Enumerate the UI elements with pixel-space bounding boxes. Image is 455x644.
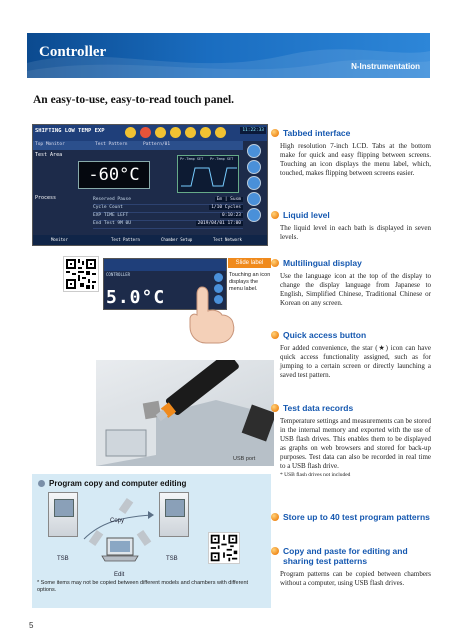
menu-icon xyxy=(247,208,261,222)
lcd-temperature: -60°C xyxy=(78,161,150,189)
copy-box-note: * Some items may not be copied between different models and chambers with different options. xyxy=(37,580,249,593)
section-test-data xyxy=(271,403,431,478)
graph-label: Pr.Temp SET xyxy=(180,157,204,161)
menu-icon xyxy=(247,176,261,190)
row-label: EXP TIME LEFT xyxy=(93,213,129,218)
section-body: The liquid level in each bath is displayed in seven levels. xyxy=(280,224,431,241)
section-body: Use the language icon at the top of the display to change the display language from Japanese to English, Simplified Chinese, Traditional Chinese or Korean on any screen. xyxy=(280,272,431,307)
section-body: Temperature settings and measurements can be stored in the internal memory and exported with the use of USB flash drives. This enables them to be displayed as graphs on web browsers and stored for back-up purposes. Test data can also be recorded in real time to a USB flash drive. xyxy=(280,417,431,470)
lock-icon xyxy=(215,127,226,138)
lcd-sub-item: Test Pattern xyxy=(95,142,128,147)
page-tagline: An easy-to-use, easy-to-read touch panel. xyxy=(33,94,235,106)
lcd-mini-graph xyxy=(177,155,239,193)
menu-icon xyxy=(247,144,261,158)
section-heading: Tabbed interface xyxy=(271,128,431,138)
copy-box-title: Program copy and computer editing xyxy=(38,479,186,488)
banner-title: Controller xyxy=(39,44,107,60)
slide-label-description: Touching an icon displays the menu label. xyxy=(229,272,271,292)
lcd-tab-bar xyxy=(33,235,268,245)
lcd-row xyxy=(93,213,243,221)
section-footnote: * USB flash drives not included xyxy=(280,472,351,478)
section-store-patterns xyxy=(271,512,431,522)
section-body: Program patterns can be copied between chambers without a computer, using USB flash drives. xyxy=(280,570,431,587)
row-value: 1/10 Cycles xyxy=(211,205,241,210)
chamber-label: TSB xyxy=(57,556,69,562)
lcd-header xyxy=(33,125,268,141)
qr-code xyxy=(63,256,99,292)
lcd-subheader xyxy=(33,141,243,150)
section-heading: Copy and paste for editing and sharing test patterns xyxy=(271,546,431,566)
menu-icon xyxy=(214,273,223,282)
laptop-icon xyxy=(101,536,139,562)
lcd2-header xyxy=(104,259,227,271)
brand-name: N-Instrumentation xyxy=(351,62,420,71)
lcd-row xyxy=(93,205,243,213)
section-quick-access xyxy=(271,330,431,380)
alarm-icon xyxy=(125,127,136,138)
row-label: Reserved Pause xyxy=(93,197,131,202)
lcd-tab: Test Network xyxy=(213,237,242,242)
pointing-hand-icon xyxy=(180,285,240,345)
section-heading: Quick access button xyxy=(271,330,431,340)
section-tabbed-interface xyxy=(271,128,431,178)
lcd2-controller-label: CONTROLLER xyxy=(106,272,131,277)
qr-pattern xyxy=(209,533,239,563)
slide-label-tag: Slide label xyxy=(228,258,271,268)
usb-drive-illustration xyxy=(96,360,274,466)
controller-banner xyxy=(27,33,430,78)
warning-icon xyxy=(140,127,151,138)
lcd-row xyxy=(93,221,243,229)
row-value: Em | Susm xyxy=(216,197,241,202)
lcd2-temperature: 5.0°C xyxy=(106,287,166,308)
section-copy-paste xyxy=(271,546,431,588)
row-label: End Test 9M 0U xyxy=(93,221,131,226)
graph-label: Pr.Temp SET xyxy=(210,157,234,161)
qr-code xyxy=(208,532,240,564)
section-heading: Test data records xyxy=(271,403,431,413)
section-heading: Store up to 40 test program patterns xyxy=(271,512,431,522)
section-body: High resolution 7-inch LCD. Tabs at the bottom make for quick and easy flipping between screens. Touching an icon displays the menu label, which, touched, makes flipping between screens easier. xyxy=(280,142,431,177)
lcd-title: SHIFTING LOW TEMP EXP xyxy=(35,128,105,134)
star-icon xyxy=(170,127,181,138)
lcd-side-menu xyxy=(243,142,265,223)
section-liquid-level xyxy=(271,210,431,242)
lcd-tab: Monitor xyxy=(51,237,68,242)
touch-panel-screenshot xyxy=(32,124,268,246)
gear-icon xyxy=(185,127,196,138)
copy-label: Copy xyxy=(110,518,125,524)
language-icon xyxy=(155,127,166,138)
lcd-sub-item: Top Monitor xyxy=(35,142,65,147)
lcd-row xyxy=(93,197,243,205)
lcd-sub-item: Pattern/01 xyxy=(143,142,171,147)
section-multilingual xyxy=(271,258,431,308)
page-number: 5 xyxy=(29,621,34,630)
edit-label: Edit xyxy=(114,572,125,578)
usb-device-photo xyxy=(96,360,274,466)
lcd-area-label: Test Area xyxy=(35,152,63,158)
menu-icon xyxy=(247,160,261,174)
row-value: 0:10:23 xyxy=(222,213,241,218)
lcd-status-rows xyxy=(93,197,243,229)
chamber-illustration xyxy=(159,492,189,537)
section-heading: Multilingual display xyxy=(271,258,431,268)
usb-icon xyxy=(200,127,211,138)
usb-port-label: USB port xyxy=(233,456,256,462)
section-body: For added convenience, the star (★) icon can have quick access functionality assigned, such as for jumping to a certain screen or directly launching a saved test pattern. xyxy=(280,344,431,379)
lcd-clock: 11:22:33 xyxy=(242,128,264,133)
lcd-tab: Test Pattern xyxy=(111,237,140,242)
menu-icon xyxy=(247,192,261,206)
chamber-label: TSB xyxy=(166,556,178,562)
chamber-illustration xyxy=(48,492,78,537)
row-label: Cycle Count xyxy=(93,205,123,210)
section-heading: Liquid level xyxy=(271,210,431,220)
lcd-tab: Chamber Setup xyxy=(161,237,193,242)
qr-pattern xyxy=(64,257,98,291)
row-value: 2019/04/01 17:00 xyxy=(197,221,241,226)
lcd-process-label: Process xyxy=(35,195,57,201)
graph-line xyxy=(179,162,239,192)
